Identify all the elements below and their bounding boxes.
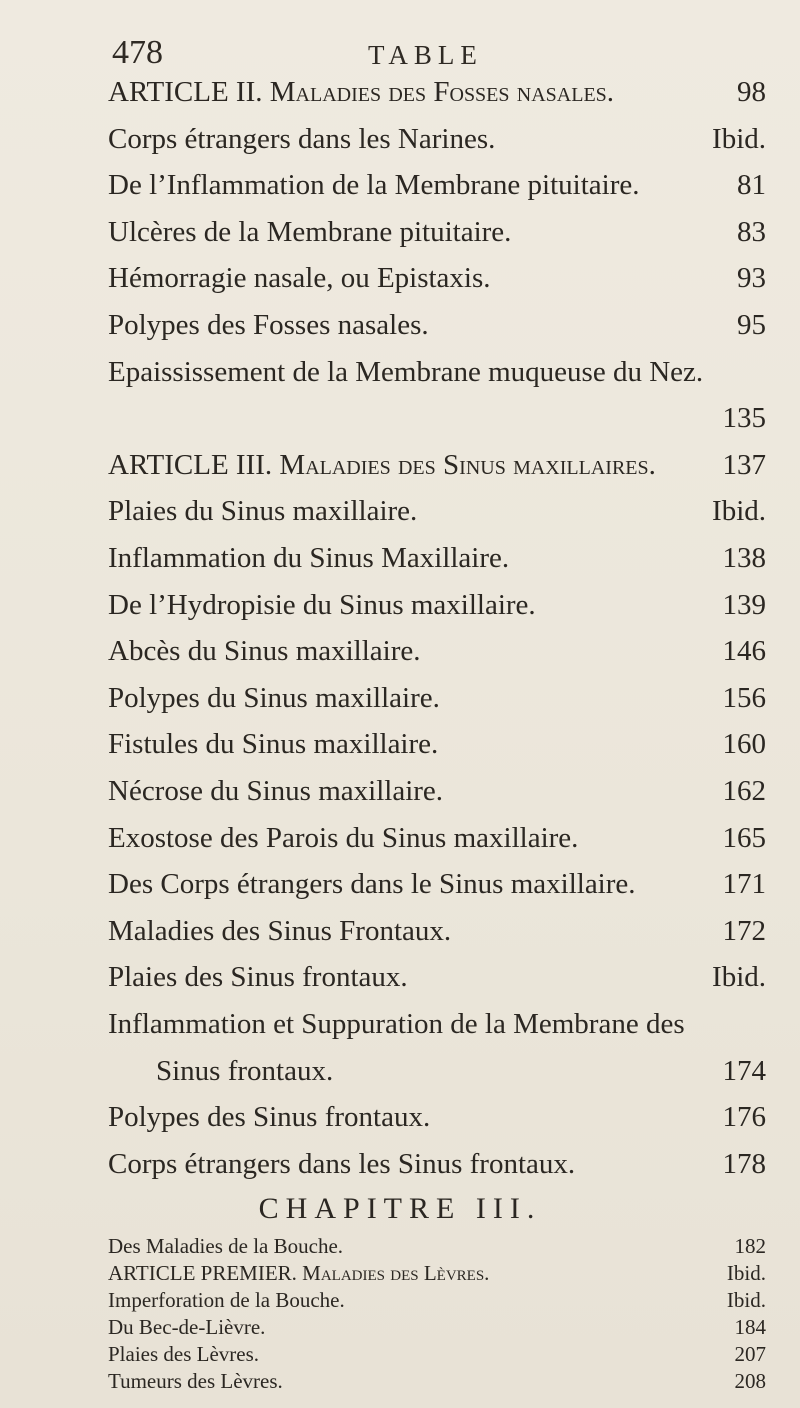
toc-entry-page: 139 — [722, 589, 766, 621]
toc-entry-title: Plaies du Sinus maxillaire. — [108, 495, 418, 527]
toc-entry-title: Hémorragie nasale, ou Epistaxis. — [108, 262, 491, 294]
page-number: 478 — [112, 34, 163, 71]
toc-entry-title: Polypes du Sinus maxillaire. — [108, 682, 440, 714]
toc-entry-title: Abcès du Sinus maxillaire. — [108, 635, 421, 667]
toc-entry-title: Ulcères de la Membrane pituitaire. — [108, 216, 512, 248]
toc-entry-title: Inflammation et Suppuration de la Membrane des — [108, 1008, 685, 1040]
toc-entry — [108, 1369, 766, 1394]
toc-entry-page: 207 — [734, 1342, 766, 1366]
toc-entry — [108, 1234, 766, 1259]
toc-entry-title: De l’Inflammation de la Membrane pituitaire. — [108, 169, 640, 201]
toc-entry-page: 178 — [722, 1148, 766, 1180]
toc-entry-page: 160 — [722, 728, 766, 760]
toc-entry-title: Des Corps étrangers dans le Sinus maxillaire. — [108, 868, 636, 900]
toc-entry-title: Imperforation de la Bouche. — [108, 1288, 345, 1312]
toc-entry-page: 135 — [722, 402, 766, 434]
toc-entry-page: 182 — [734, 1234, 766, 1258]
toc-entry-title: Polypes des Sinus frontaux. — [108, 1101, 431, 1133]
toc-entry-title: Corps étrangers dans les Narines. — [108, 123, 496, 155]
toc-entry-page: 171 — [722, 868, 766, 900]
toc-entry-page: 98 — [737, 76, 766, 108]
toc-entry-title: Maladies des Sinus Frontaux. — [108, 915, 452, 947]
toc-entry-page: 93 — [737, 262, 766, 294]
toc-entry-page: Ibid. — [712, 961, 766, 993]
toc-entry-page: 138 — [722, 542, 766, 574]
toc-entry-title: Corps étrangers dans les Sinus frontaux. — [108, 1148, 576, 1180]
chapter-heading: CHAPITRE III. — [258, 1192, 542, 1225]
toc-entry-title: De l’Hydropisie du Sinus maxillaire. — [108, 589, 536, 621]
toc-entry-title: ARTICLE III. Maladies des Sinus maxillaires. — [108, 449, 656, 481]
toc-entry-page: 174 — [722, 1055, 766, 1087]
toc-entry-title: Fistules du Sinus maxillaire. — [108, 728, 439, 760]
toc-entry-title: Exostose des Parois du Sinus maxillaire. — [108, 822, 579, 854]
toc-entry-page: 156 — [722, 682, 766, 714]
toc-entry-title: Polypes des Fosses nasales. — [108, 309, 429, 341]
running-title: TABLE — [368, 40, 483, 70]
toc-entry-title: ARTICLE PREMIER. Maladies des Lèvres. — [108, 1261, 490, 1285]
toc-entry-title: ARTICLE II. Maladies des Fosses nasales. — [108, 76, 615, 108]
toc-entry-title: Epaississement de la Membrane muqueuse du Nez. — [108, 356, 704, 388]
toc-entry-title: Plaies des Sinus frontaux. — [108, 961, 408, 993]
toc-entry-page: 208 — [734, 1369, 766, 1393]
toc-entry-page: 83 — [737, 216, 766, 248]
toc-entry-page: 176 — [722, 1101, 766, 1133]
toc-entry-page: 81 — [737, 169, 766, 201]
toc-entry-title: Des Maladies de la Bouche. — [108, 1234, 344, 1258]
toc-entry-page: 95 — [737, 309, 766, 341]
toc-entry-title: Tumeurs des Lèvres. — [108, 1369, 283, 1393]
toc-entry-page: Ibid. — [712, 495, 766, 527]
toc-entry-page: Ibid. — [712, 123, 766, 155]
toc-entry-title: Sinus frontaux. — [156, 1055, 334, 1087]
toc-entry-page: 172 — [722, 915, 766, 947]
toc-entry-page: 137 — [722, 449, 766, 481]
toc-entry — [108, 1261, 766, 1286]
toc-entry — [108, 1342, 766, 1367]
toc-entry-title: Du Bec-de-Lièvre. — [108, 1315, 266, 1339]
toc-entry-page: 184 — [734, 1315, 766, 1339]
toc-entry-title: Inflammation du Sinus Maxillaire. — [108, 542, 510, 574]
toc-entry — [108, 1315, 766, 1340]
toc-entry-page: 165 — [722, 822, 766, 854]
toc-entry-page: 146 — [722, 635, 766, 667]
toc-entry-page: Ibid. — [726, 1288, 766, 1312]
toc-entry-title: Nécrose du Sinus maxillaire. — [108, 775, 444, 807]
toc-entry-page: Ibid. — [726, 1261, 766, 1285]
toc-entry — [108, 1288, 766, 1313]
toc-entry-title: Plaies des Lèvres. — [108, 1342, 260, 1366]
toc-entry-page: 162 — [722, 775, 766, 807]
